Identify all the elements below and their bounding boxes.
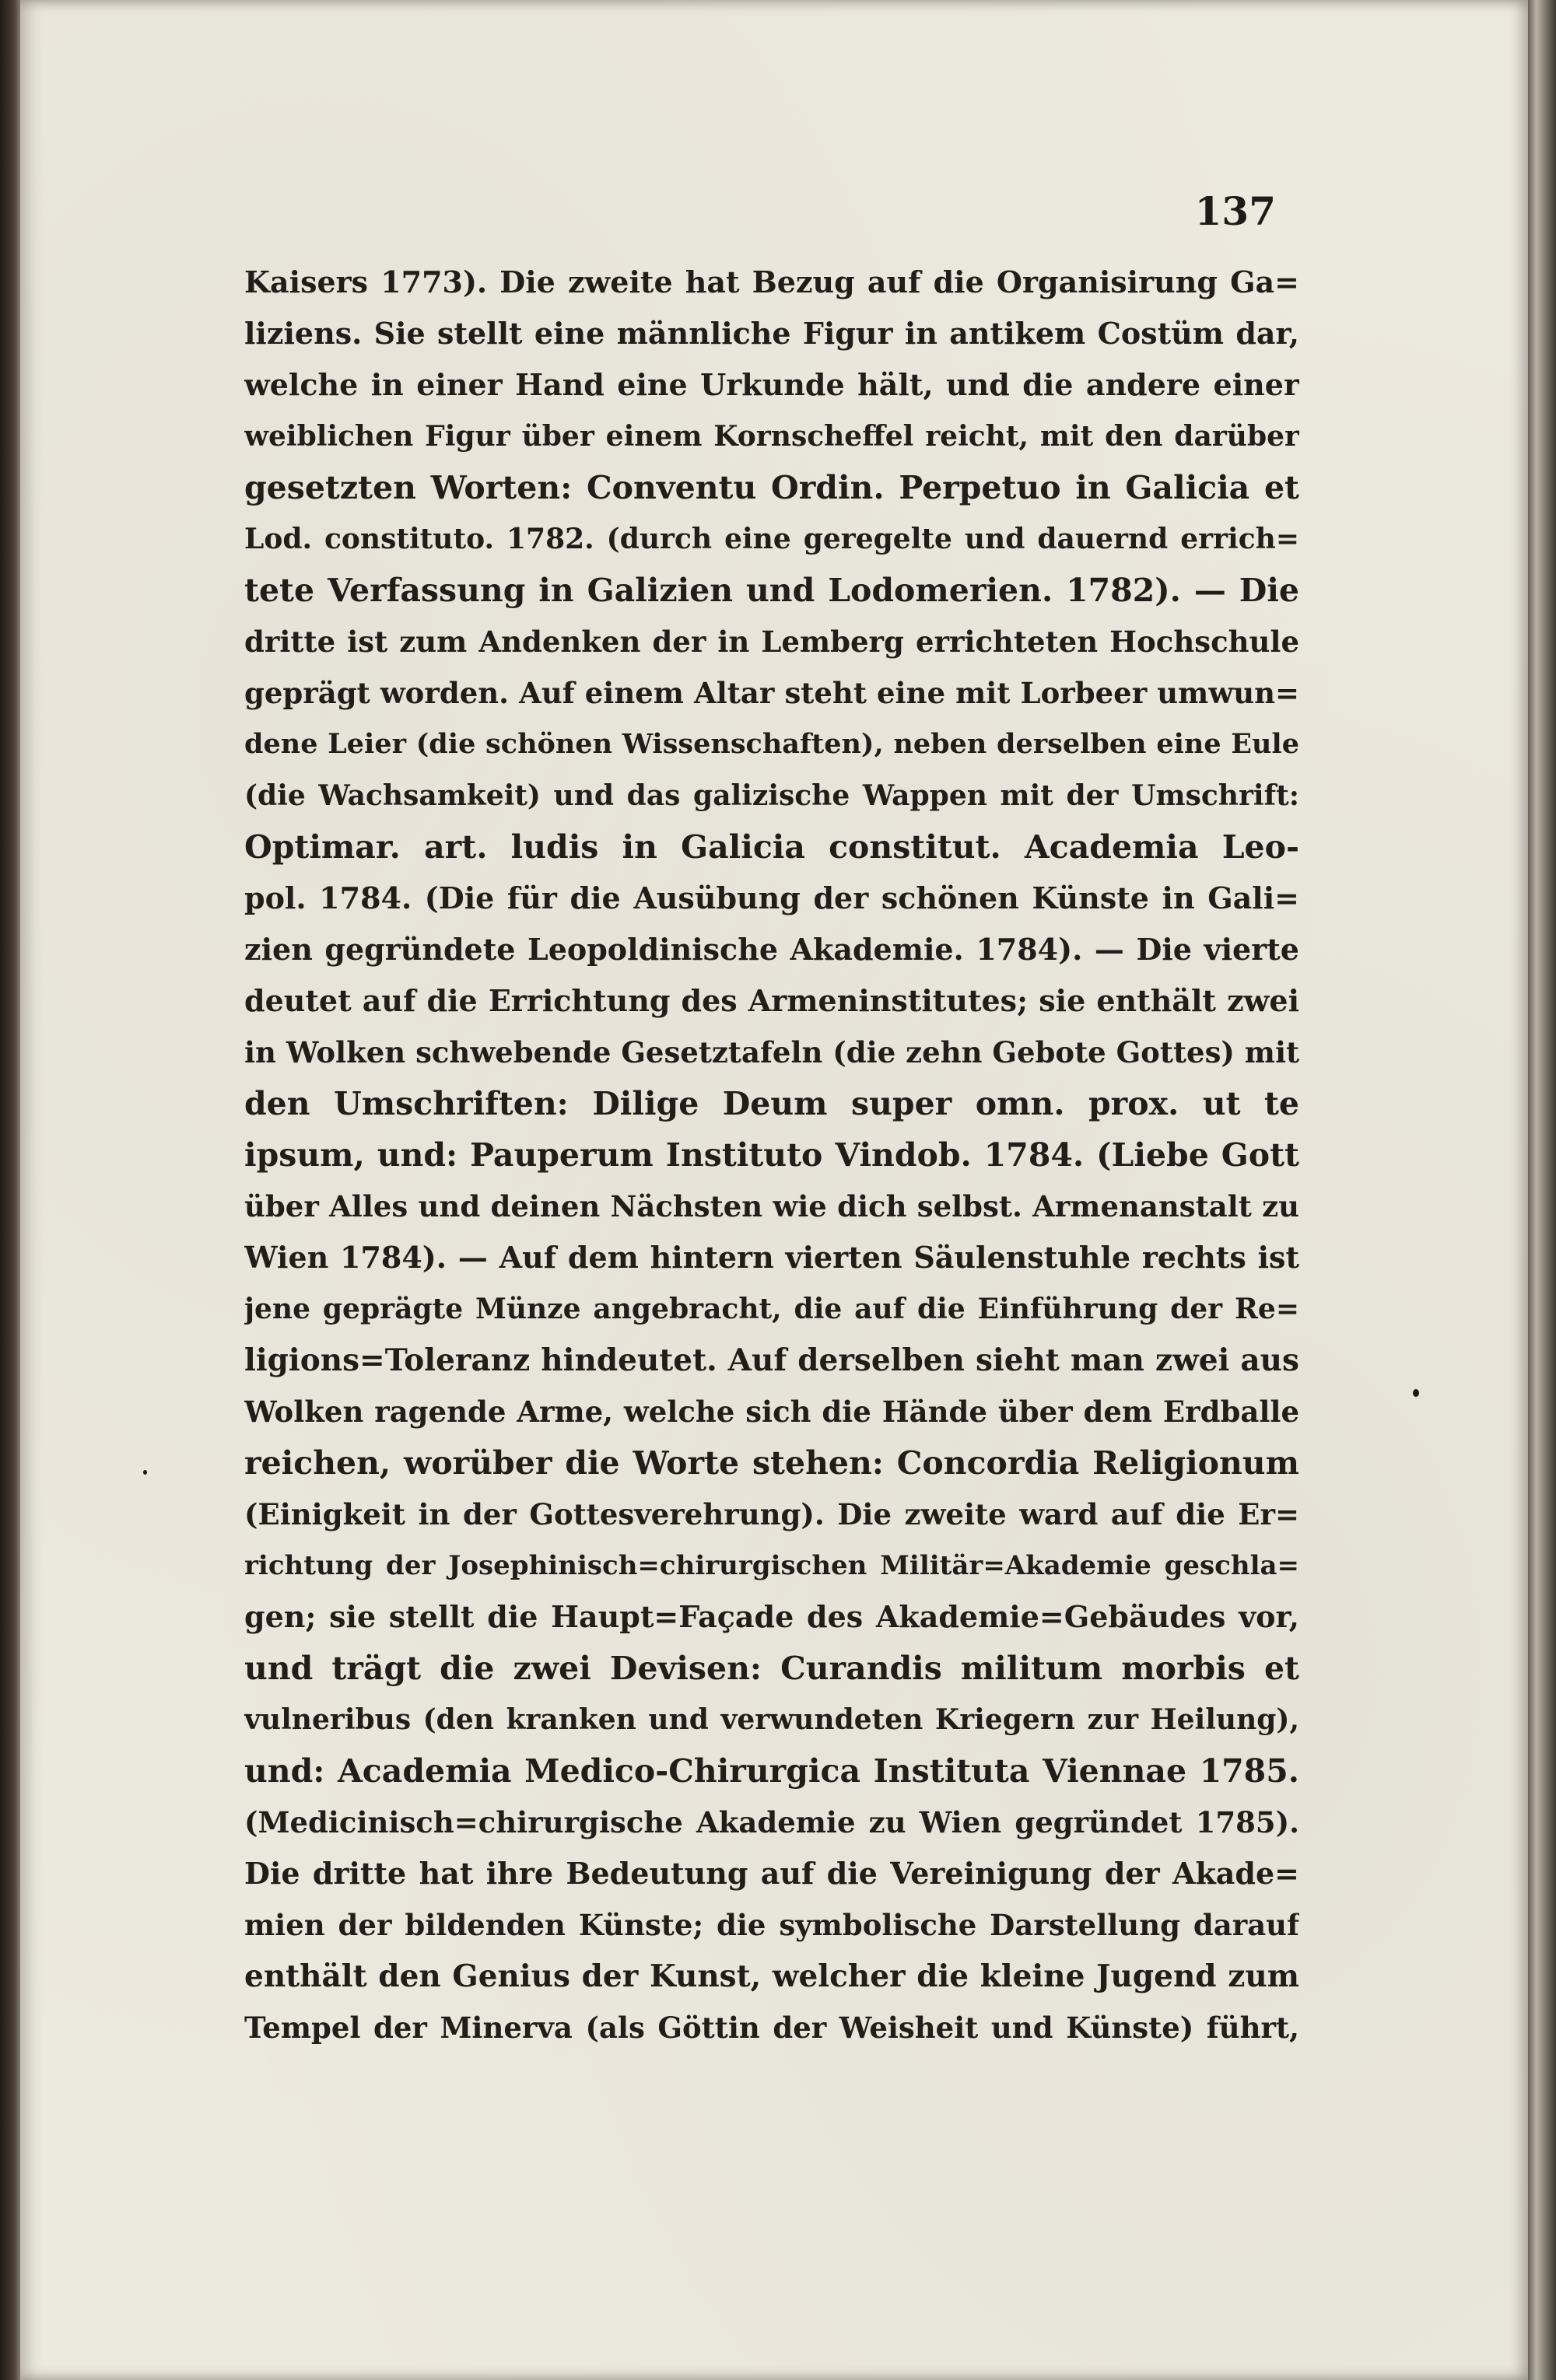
text-line: vulneribus (den kranken und verwundeten Kriegern zur Heilung),	[244, 1703, 1299, 1736]
text-line: reichen, worüber die Worte stehen: Concordia Religionum	[244, 1444, 1299, 1482]
text-line: dene Leier (die schönen Wissenschaften), neben derselben eine Eule	[244, 728, 1299, 760]
text-line: Tempel der Minerva (als Göttin der Weisheit und Künste) führt,	[244, 2011, 1299, 2045]
text-line: Kaisers 1773). Die zweite hat Bezug auf die Organisirung Ga=	[244, 264, 1299, 299]
text-line: richtung der Josephinisch=chirurgischen Militär=Akademie geschla=	[244, 1550, 1299, 1581]
text-line: gesetzten Worten: Conventu Ordin. Perpetuo in Galicia et	[244, 469, 1299, 506]
text-line: über Alles und deinen Nächsten wie dich selbst. Armenanstalt zu	[244, 1189, 1299, 1223]
page-stack-edge	[1528, 0, 1556, 2380]
text-line: jene geprägte Münze angebracht, die auf die Einführung der Re=	[244, 1293, 1299, 1325]
text-line: Wien 1784). — Auf dem hintern vierten Säulenstuhle rechts ist	[244, 1240, 1299, 1275]
text-line: Die dritte hat ihre Bedeutung auf die Vereinigung der Akade=	[244, 1856, 1299, 1891]
ink-speck	[1413, 1389, 1419, 1397]
text-line: weiblichen Figur über einem Kornscheffel reicht, mit den darüber	[244, 420, 1299, 453]
text-line: (Einigkeit in der Gottesverehrung). Die zweite ward auf die Er=	[244, 1497, 1299, 1531]
text-line: tete Verfassung in Galizien und Lodomerien. 1782). — Die	[244, 572, 1299, 609]
text-line: Optimar. art. ludis in Galicia constitut. Academia Leo-	[244, 828, 1299, 866]
text-line: dritte ist zum Andenken der in Lemberg errichteten Hochschule	[244, 625, 1299, 659]
page-number: 137	[1194, 188, 1276, 234]
text-line: und trägt die zwei Devisen: Curandis militum morbis et	[244, 1650, 1299, 1687]
text-line: liziens. Sie stellt eine männliche Figur in antikem Costüm dar,	[244, 316, 1299, 351]
text-line: (Medicinisch=chirurgische Akademie zu Wien gegründet 1785).	[244, 1805, 1299, 1839]
text-line: geprägt worden. Auf einem Altar steht eine mit Lorbeer umwun=	[244, 676, 1299, 710]
text-line: pol. 1784. (Die für die Ausübung der schönen Künste in Gali=	[244, 880, 1299, 915]
text-line: mien der bildenden Künste; die symbolische Darstellung darauf	[244, 1908, 1299, 1942]
text-line: ligions=Toleranz hindeutet. Auf derselben sieht man zwei aus	[244, 1342, 1299, 1378]
text-line: gen; sie stellt die Haupt=Façade des Akademie=Gebäudes vor,	[244, 1599, 1299, 1634]
text-line: welche in einer Hand eine Urkunde hält, und die andere einer	[244, 367, 1299, 402]
book-page	[20, 0, 1533, 2380]
text-line: enthält den Genius der Kunst, welcher die kleine Jugend zum	[244, 1958, 1299, 1994]
body-text	[244, 257, 1299, 2053]
text-line: (die Wachsamkeit) und das galizische Wappen mit der Umschrift:	[244, 779, 1299, 812]
text-line: in Wolken schwebende Gesetztafeln (die zehn Gebote Gottes) mit	[244, 1035, 1299, 1069]
text-line: den Umschriften: Dilige Deum super omn. prox. ut te	[244, 1085, 1299, 1122]
text-line: und: Academia Medico-Chirurgica Instituta Viennae 1785.	[244, 1752, 1299, 1790]
text-line: ipsum, und: Pauperum Instituto Vindob. 1784. (Liebe Gott	[244, 1136, 1299, 1174]
text-line: deutet auf die Errichtung des Armeninstitutes; sie enthält zwei	[244, 983, 1299, 1018]
ink-speck	[143, 1470, 147, 1475]
text-line: Lod. constituto. 1782. (durch eine geregelte und dauernd errich=	[244, 523, 1299, 555]
text-line: zien gegründete Leopoldinische Akademie. 1784). — Die vierte	[244, 932, 1299, 967]
text-line: Wolken ragende Arme, welche sich die Hände über dem Erdballe	[244, 1395, 1299, 1429]
